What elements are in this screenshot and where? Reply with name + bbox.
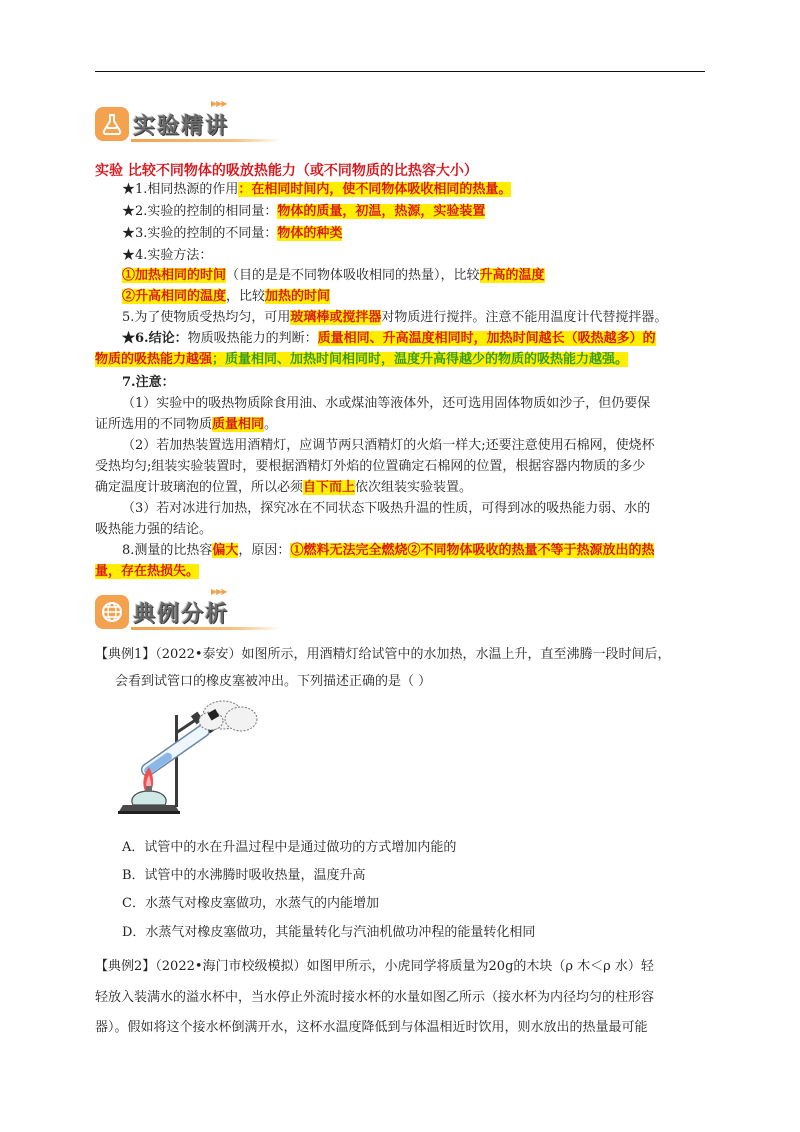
option-b: B．试管中的水沸腾时吸收热量，温度升高 <box>122 868 366 883</box>
example-1-line-2: 会看到试管口的橡皮塞被冲出。下列描述正确的是（ ） <box>115 674 432 689</box>
test-tube-illustration <box>115 693 265 818</box>
section-banner-examples <box>95 587 295 633</box>
banner-title: 典例分析 <box>133 602 230 627</box>
note-2-line-1: （2）若加热装置选用酒精灯，应调节两只酒精灯的火焰一样大;还要注意使用石棉网，使烧杯 <box>122 438 655 453</box>
section-banner-experiment <box>95 99 295 145</box>
note-1-line-1: （1）实验中的吸热物质除食用油、水或煤油等液体外，还可选用固体物质如沙子，但仍要保 <box>122 396 651 411</box>
header-rule <box>95 71 705 72</box>
note-3-line-2: 吸热能力强的结论。 <box>95 522 213 537</box>
banner-underline <box>131 139 281 142</box>
item-4: ★4.实验方法： <box>122 248 213 263</box>
item-6: ★6.结论：物质吸热能力的判断：质量相同、升高温度相同时，加热时间越长（吸热越多）的 <box>122 331 656 346</box>
item-4a: ①加热相同的时间（目的是是不同物体吸收相同的热量），比较升高的温度 <box>122 268 545 283</box>
note-1-line-2: 证所选用的不同物质质量相同。 <box>95 417 278 432</box>
example-2-line-1: 【典例2】（2022•海门市校级模拟）如图甲所示，小虎同学将质量为20g的木块（ρ 木＜ρ 水）轻 <box>95 959 654 974</box>
banner-underline <box>131 627 281 630</box>
experiment-heading: 实验 比较不同物体的吸放热能力（或不同物质的比热容大小） <box>95 163 478 179</box>
item-7-title: 7.注意： <box>122 375 175 390</box>
option-c: C．水蒸气对橡皮塞做功，水蒸气的内能增加 <box>122 896 379 911</box>
note-2-line-3: 确定温度计玻璃泡的位置，所以必须自下而上依次组装实验装置。 <box>95 480 473 495</box>
example-2-line-3: 器）。假如将这个接水杯倒满开水，这杯水温度降低到与体温相近时饮用，则水放出的热量最可能 <box>95 1020 648 1035</box>
item-5: 5.为了使物质受热均匀，可用玻璃棒或搅拌器对物质进行搅拌。注意不能用温度计代替搅拌器。 <box>122 310 668 325</box>
option-d: D．水蒸气对橡皮塞做功，其能量转化与汽油机做功冲程的能量转化相同 <box>122 925 536 940</box>
note-2-line-2: 受热均匀;组装实验装置时，要根据酒精灯外焰的位置确定石棉网的位置，根据容器内物质的多少 <box>95 459 646 474</box>
item-3: ★3.实验的控制的不同量：物体的种类 <box>122 226 343 241</box>
item-8-cont: 量，存在热损失。 <box>95 564 200 579</box>
note-3-line-1: （3）若对冰进行加热，探究冰在不同状态下吸热升温的性质，可得到冰的吸热能力弱、水的 <box>122 501 651 516</box>
option-a: A．试管中的水在升温过程中是通过做功的方式增加内能的 <box>122 840 457 855</box>
flask-icon <box>95 107 129 141</box>
item-4b: ②升高相同的温度，比较加热的时间 <box>122 289 331 304</box>
experiment-figure <box>115 693 265 822</box>
example-2-line-2: 轻放入装满水的溢水杯中，当水停止外流时接水杯的水量如图乙所示（接水杯为内径均匀的柱形容 <box>95 990 655 1005</box>
item-6-cont: 物质的吸热能力越强；质量相同、加热时间相同时，温度升高得越少的物质的吸热能力越强。 <box>95 352 629 367</box>
item-2: ★2.实验的控制的相同量：物体的质量，初温，热源，实验装置 <box>122 204 486 219</box>
banner-title: 实验精讲 <box>133 114 230 139</box>
arrow-decor-icon: ▶▶▶ <box>211 99 227 108</box>
arrow-decor-icon: ▶▶▶ <box>211 587 227 596</box>
example-1-line-1: 【典例1】（2022•泰安）如图所示，用酒精灯给试管中的水加热，水温上升，直至沸腾一段时间后， <box>95 647 671 662</box>
globe-icon <box>95 595 129 629</box>
item-1: ★1.相同热源的作用：在相同时间内，使不同物体吸收相同的热量。 <box>122 182 512 197</box>
item-8: 8.测量的比热容偏大，原因：①燃料无法完全燃烧②不同物体吸收的热量不等于热源放出的热 <box>122 543 655 558</box>
